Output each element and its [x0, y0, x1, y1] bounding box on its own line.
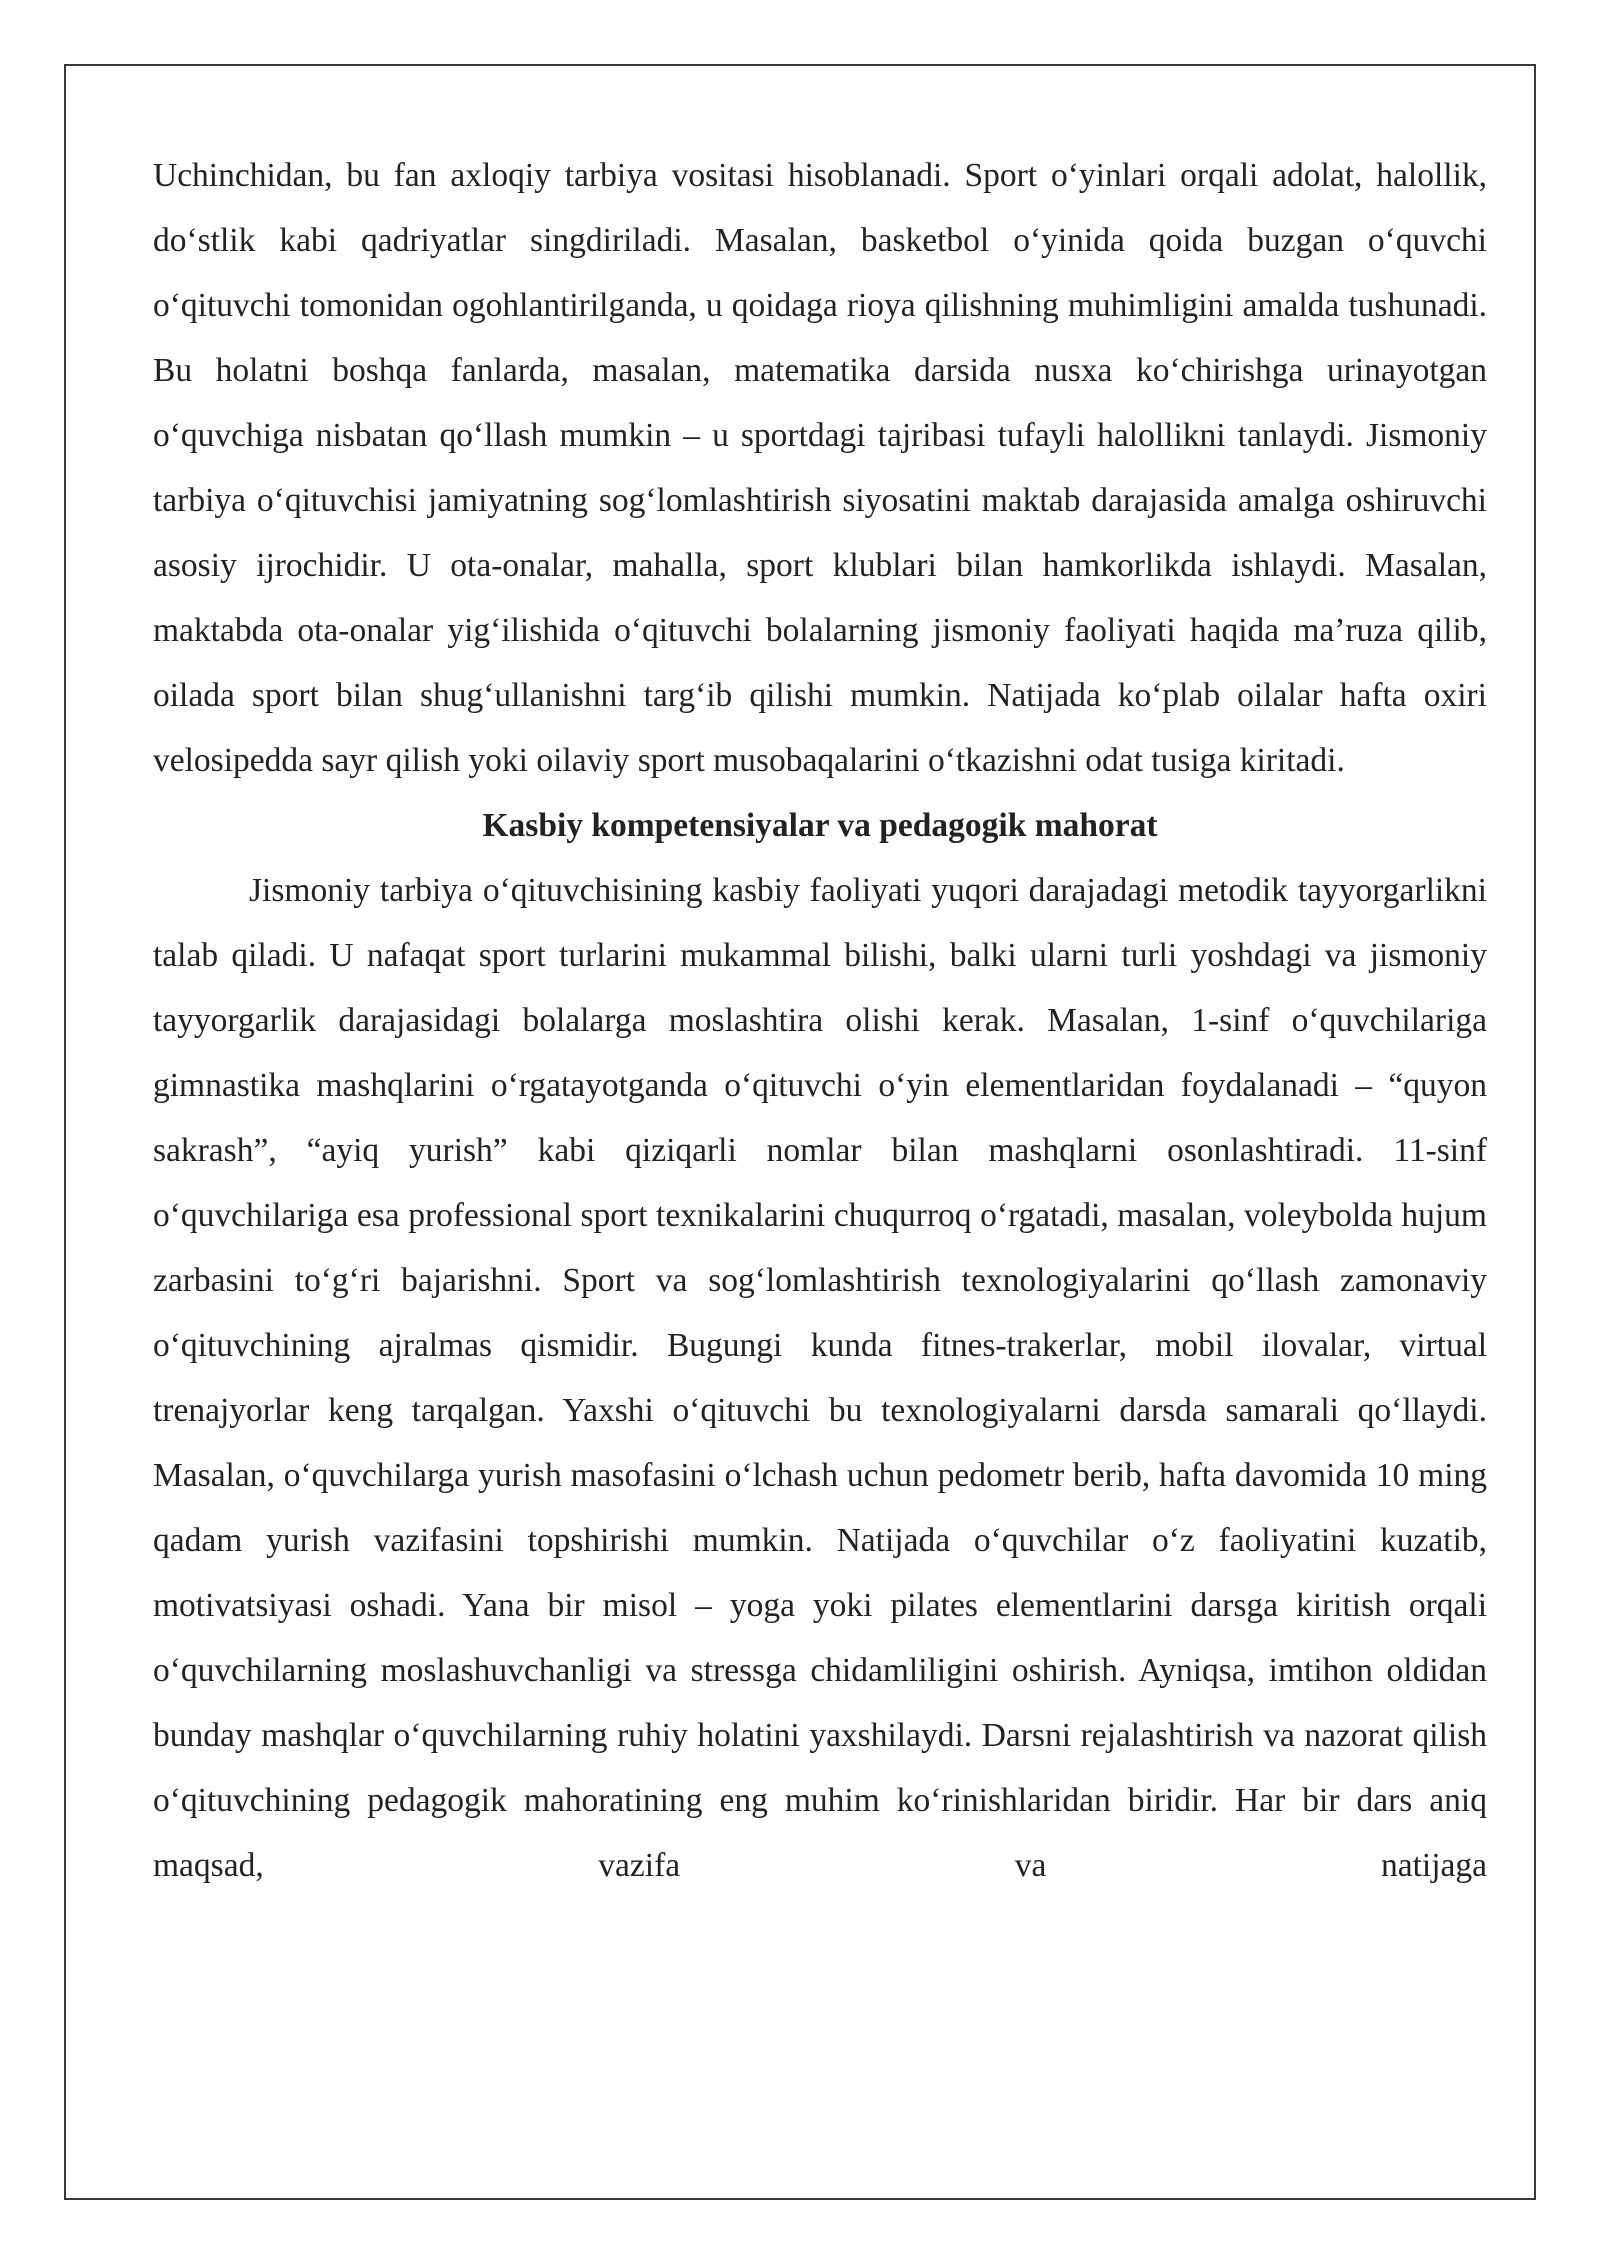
- paragraph-professional-competence: Jismoniy tarbiya o‘qituvchisining kasbiy faoliyati yuqori darajadagi metodik tayyorgarlikni talab qiladi. U nafaqat sport turlarini mukammal bilishi, balki ularni turli yoshdagi va jismoniy tayyorgarlik darajasidagi bolalarga moslashtira olishi kerak. Masalan, 1-sinf o‘quvchilariga gimnastika mashqlarini o‘rgatayotganda o‘qituvchi o‘yin elementlaridan foydalanadi – “quyon sakrash”, “ayiq yurish” kabi qiziqarli nomlar bilan mashqlarni osonlashtiradi. 11-sinf o‘quvchilariga esa professional sport texnikalarini chuqurroq o‘rgatadi, masalan, voleybolda hujum zarbasini to‘g‘ri bajarishni. Sport va sog‘lomlashtirish texnologiyalarini qo‘llash zamonaviy o‘qituvchining ajralmas qismidir. Bugungi kunda fitnes-trakerlar, mobil ilovalar, virtual trenajyorlar keng tarqalgan. Yaxshi o‘qituvchi bu texnologiyalarni darsda samarali qo‘llaydi. Masalan, o‘quvchilarga yurish masofasini o‘lchash uchun pedometr berib, hafta davomida 10 ming qadam yurish vazifasini topshirishi mumkin. Natijada o‘quvchilar o‘z faoliyatini kuzatib, motivatsiyasi oshadi. Yana bir misol – yoga yoki pilates elementlarini darsga kiritish orqali o‘quvchilarning moslashuvchanligi va stressga chidamliligini oshirish. Ayniqsa, imtihon oldidan bunday mashqlar o‘quvchilarning ruhiy holatini yaxshilaydi. Darsni rejalashtirish va nazorat qilish o‘qituvchining pedagogik mahoratining eng muhim ko‘rinishlaridan biridir. Har bir dars aniq maqsad, vazifa va natijaga: [153, 872, 1487, 1884]
- document-body: [153, 143, 1487, 1898]
- section-heading: Kasbiy kompetensiyalar va pedagogik mahorat: [482, 807, 1158, 844]
- paragraph-moral-education: Uchinchidan, bu fan axloqiy tarbiya vositasi hisoblanadi. Sport o‘yinlari orqali adolat, halollik, do‘stlik kabi qadriyatlar singdiriladi. Masalan, basketbol o‘yinida qoida buzgan o‘quvchi o‘qituvchi tomonidan ogohlantirilganda, u qoidaga rioya qilishning muhimligini amalda tushunadi. Bu holatni boshqa fanlarda, masalan, matematika darsida nusxa ko‘chirishga urinayotgan o‘quvchiga nisbatan qo‘llash mumkin – u sportdagi tajribasi tufayli halollikni tanlaydi. Jismoniy tarbiya o‘qituvchisi jamiyatning sog‘lomlashtirish siyosatini maktab darajasida amalga oshiruvchi asosiy ijrochidir. U ota-onalar, mahalla, sport klublari bilan hamkorlikda ishlaydi. Masalan, maktabda ota-onalar yig‘ilishida o‘qituvchi bolalarning jismoniy faoliyati haqida ma’ruza qilib, oilada sport bilan shug‘ullanishni targ‘ib qilishi mumkin. Natijada ko‘plab oilalar hafta oxiri velosipedda sayr qilish yoki oilaviy sport musobaqalarini o‘tkazishni odat tusiga kiritadi.: [153, 157, 1487, 779]
